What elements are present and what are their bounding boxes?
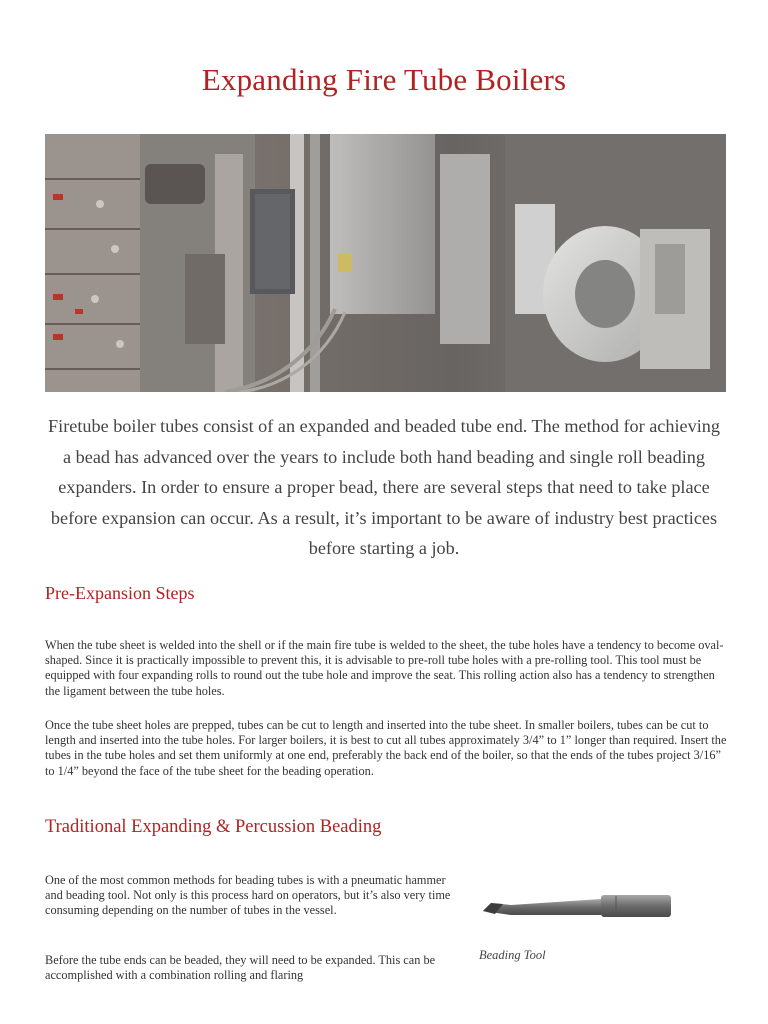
intro-paragraph: Firetube boiler tubes consist of an expanded and beaded tube end. The method for achieving a bead has advanced over the years to include both hand beading and single roll beading expanders. In order to ensure a proper bead, there are several steps that need to take place before expansion can occur. As a result, it’s important to be aware of industry best practices before starting a job. [48, 416, 720, 558]
body-paragraph: Once the tube sheet holes are prepped, tubes can be cut to length and inserted into the tube sheet. In smaller boilers, tubes can be cut to length and inserted into the tube holes. For larger boilers, it is best to cut all tubes approximately 3/4” to 1” longer than required. Insert the tubes in the tube holes and set them uniformly at one end, preferably the back end of the boiler, so that the ends of the tubes project 3/16” to 1/4” beyond the face of the tube sheet for the beading operation. [45, 718, 727, 778]
section-heading-traditional-expanding: Traditional Expanding & Percussion Beading [45, 817, 382, 837]
section-heading-pre-expansion: Pre-Expansion Steps [45, 583, 195, 603]
body-paragraph: Before the tube ends can be beaded, they will need to be expanded. This can be accomplished with a combination rolling and flaring [45, 953, 436, 983]
body-paragraph: One of the most common methods for beading tubes is with a pneumatic hammer and beading tool. Not only is this process hard on operators, but it’s also very time consuming depending on the number of tubes in the vessel. [45, 873, 451, 918]
page-title: Expanding Fire Tube Boilers [201, 62, 567, 97]
body-paragraph: When the tube sheet is welded into the shell or if the main fire tube is welded to the sheet, the tube holes have a tendency to become oval-shaped. Since it is practically impossible to prevent this, it is advisable to pre-roll tube holes with a pre-rolling tool. This tool must be equipped with four expanding rolls to round out the tube hole and improve the seat. This rolling action also has a tendency to strengthen the ligament between the tube holes. [45, 638, 724, 698]
beading-tool-image [481, 885, 681, 925]
figure-caption: Beading Tool [479, 948, 546, 962]
boiler-room-photo [45, 134, 726, 392]
